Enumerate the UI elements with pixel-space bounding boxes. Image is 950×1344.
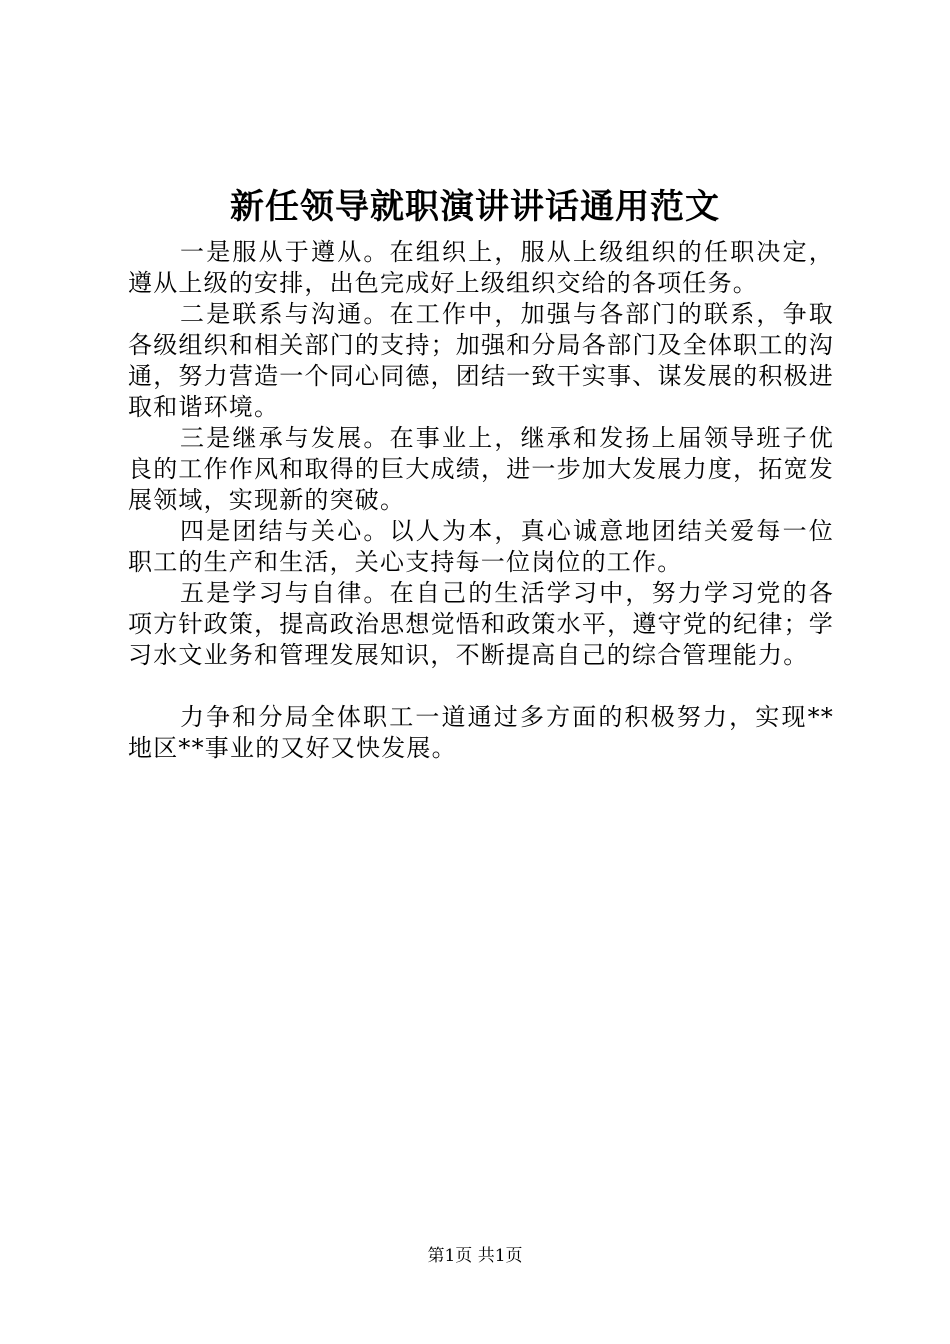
document-title: 新任领导就职演讲讲话通用范文 xyxy=(230,187,720,227)
paragraph-2: 二是联系与沟通。在工作中，加强与各部门的联系，争取各级组织和相关部门的支持；加强和分局各部门及全体职工的沟通，努力营造一个同心同德，团结一致干实事、谋发展的积极进取和谐环境。 xyxy=(128,300,834,421)
paragraph-1: 一是服从于遵从。在组织上，服从上级组织的任职决定，遵从上级的安排，出色完成好上级组织交给的各项任务。 xyxy=(128,238,834,297)
paragraph-4: 四是团结与关心。以人为本，真心诚意地团结关爱每一位职工的生产和生活，关心支持每一位岗位的工作。 xyxy=(128,517,834,576)
paragraph-gap xyxy=(128,671,834,702)
page-footer: 第1页 共1页 xyxy=(427,1246,523,1266)
paragraph-5: 五是学习与自律。在自己的生活学习中，努力学习党的各项方针政策，提高政治思想觉悟和政策水平，遵守党的纪律；学习水文业务和管理发展知识，不断提高自己的综合管理能力。 xyxy=(128,579,834,669)
closing-paragraph: 力争和分局全体职工一道通过多方面的积极努力，实现**地区**事业的又好又快发展。 xyxy=(128,703,834,762)
document-body xyxy=(128,237,834,764)
paragraph-3: 三是继承与发展。在事业上，继承和发扬上届领导班子优良的工作作风和取得的巨大成绩，进一步加大发展力度，拓宽发展领域，实现新的突破。 xyxy=(128,424,834,514)
